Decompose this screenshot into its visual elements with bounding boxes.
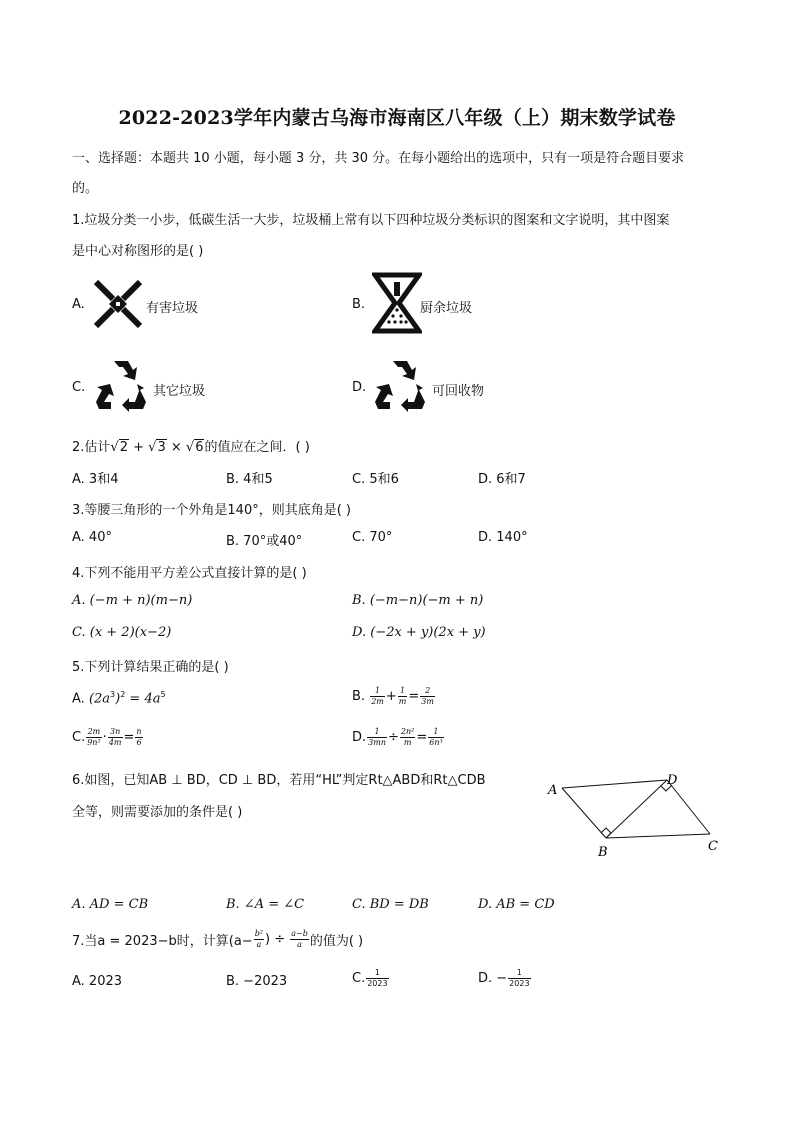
q5-a-base: (2a bbox=[88, 691, 111, 707]
q5-d-div: ÷ bbox=[387, 730, 399, 745]
point-label-b: B bbox=[598, 845, 608, 860]
q5-d-frac3: $\frac{1}{\text{6n³}}$ bbox=[429, 727, 443, 747]
point-label-d: D bbox=[667, 773, 678, 788]
recycle-arrows-icon bbox=[92, 358, 150, 416]
q1-option-a-letter[interactable]: A. bbox=[72, 297, 85, 312]
q2-stem-post: 的值应在之间．( ) bbox=[204, 440, 310, 455]
q7-option-c-letter: C. bbox=[352, 971, 366, 986]
q7-stem-post: 的值为( ) bbox=[309, 934, 364, 949]
q1-stem-line1: 1.垃圾分类一小步，低碳生活一大步，垃圾桶上常有以下四种垃圾分类标识的图案和文字说明，其中图案 bbox=[72, 213, 670, 228]
q2-times: × bbox=[166, 440, 186, 455]
harmful-waste-icon bbox=[92, 278, 144, 330]
q7-stem-mid: ) ÷ bbox=[265, 932, 290, 947]
q5-c-eq: = bbox=[123, 730, 135, 745]
q4-option-d[interactable]: D. (−2x + y)(2x + y) bbox=[352, 625, 486, 640]
section-instructions-line1: 一、选择题：本题共 10 小题，每小题 3 分，共 30 分。在每小题给出的选项中，只有一项是符合题目要求 bbox=[72, 151, 685, 166]
q6-option-c[interactable]: C. BD = DB bbox=[352, 897, 429, 912]
q5-a-eq: = 4a bbox=[125, 691, 161, 707]
q1-option-b-letter[interactable]: B. bbox=[352, 297, 366, 312]
kitchen-waste-icon bbox=[372, 272, 422, 334]
q1-option-b-label: 厨余垃圾 bbox=[420, 301, 473, 316]
q5-stem: 5.下列计算结果正确的是( ) bbox=[72, 660, 229, 675]
q6-option-a[interactable]: A. AD = CB bbox=[72, 897, 149, 912]
q5-c-frac3: $\frac{n}{6}$ bbox=[136, 727, 142, 747]
q3-option-d[interactable]: D. 140° bbox=[478, 530, 528, 545]
q4-option-a[interactable]: A. (−m + n)(m−n) bbox=[72, 593, 193, 608]
q5-a-mid: ) bbox=[115, 691, 121, 707]
q7-frac1: $\frac{\text{b²}}{a}$ bbox=[254, 929, 264, 949]
q5-b-frac3: $\frac{2}{3m}$ bbox=[421, 686, 434, 706]
q5-option-d[interactable] bbox=[352, 727, 445, 748]
q5-a-exp2: 2 bbox=[120, 690, 126, 699]
q6-stem-line2: 全等，则需要添加的条件是( ) bbox=[72, 805, 243, 820]
q5-b-frac1: $\frac{1}{2m}$ bbox=[371, 686, 384, 706]
section-instructions-line2: 的。 bbox=[72, 181, 99, 196]
q7-option-d[interactable] bbox=[478, 968, 532, 989]
q5-d-eq: = bbox=[416, 730, 428, 745]
q7-option-c-frac: $\frac{1}{2023}$ bbox=[367, 968, 388, 988]
q5-option-d-letter: D. bbox=[352, 730, 367, 745]
recycle-arrows-icon bbox=[371, 358, 429, 416]
q5-b-frac2: $\frac{1}{m}$ bbox=[398, 686, 407, 706]
q7-option-d-letter: D. − bbox=[478, 971, 508, 986]
q2-stem-pre: 2.估计 bbox=[72, 440, 111, 455]
q3-option-a[interactable]: A. 40° bbox=[72, 530, 112, 545]
q7-stem bbox=[72, 929, 363, 950]
q1-option-d-letter[interactable]: D. bbox=[352, 380, 367, 395]
point-label-c: C bbox=[708, 839, 718, 854]
q4-option-b[interactable]: B. (−m−n)(−m + n) bbox=[352, 593, 484, 608]
q3-option-b[interactable]: B. 70°或40° bbox=[226, 534, 303, 549]
q5-option-b-letter: B. bbox=[352, 689, 366, 704]
q6-stem-line1: 6.如图，已知AB ⊥ BD，CD ⊥ BD，若用“HL”判定Rt△ABD和Rt△CDB bbox=[72, 773, 486, 788]
q7-option-b[interactable]: B. −2023 bbox=[226, 974, 288, 989]
q4-stem: 4.下列不能用平方差公式直接计算的是( ) bbox=[72, 566, 307, 581]
q5-a-exp1: 3 bbox=[110, 690, 116, 699]
q5-option-b[interactable] bbox=[352, 686, 436, 707]
q2-stem: 2.估计√2 + √3 × √6的值应在之间．( ) bbox=[72, 440, 310, 455]
q1-stem-line2: 是中心对称图形的是( ) bbox=[72, 244, 204, 259]
point-label-a: A bbox=[548, 783, 558, 798]
q3-option-c[interactable]: C. 70° bbox=[352, 530, 393, 545]
q5-option-c-letter: C. bbox=[72, 730, 86, 745]
q4-option-c[interactable]: C. (x + 2)(x−2) bbox=[72, 625, 172, 640]
q5-b-plus: + bbox=[385, 689, 397, 704]
q2-radicand-3: 6 bbox=[195, 440, 204, 455]
q5-d-frac1: $\frac{1}{3mn}$ bbox=[368, 727, 386, 747]
q1-option-d-label: 可回收物 bbox=[432, 384, 485, 399]
q2-plus: + bbox=[128, 440, 149, 455]
q5-d-frac2: $\frac{\text{2n²}}{m}$ bbox=[400, 727, 415, 747]
q2-option-b[interactable]: B. 4和5 bbox=[226, 472, 273, 487]
q7-option-d-frac: $\frac{1}{2023}$ bbox=[509, 968, 530, 988]
q2-option-d[interactable]: D. 6和7 bbox=[478, 472, 526, 487]
q7-option-a[interactable]: A. 2023 bbox=[72, 974, 123, 989]
q6-geometry-diagram bbox=[540, 766, 730, 862]
page-title: 2022-2023学年内蒙古乌海市海南区八年级（上）期末数学试卷 bbox=[118, 107, 676, 129]
q1-option-c-letter[interactable]: C. bbox=[72, 380, 86, 395]
q5-option-a[interactable] bbox=[72, 690, 166, 706]
q2-option-a[interactable]: A. 3和4 bbox=[72, 472, 119, 487]
q5-b-eq: = bbox=[408, 689, 420, 704]
q5-c-dot: · bbox=[102, 730, 107, 745]
q5-option-c[interactable] bbox=[72, 727, 144, 748]
q2-option-c[interactable]: C. 5和6 bbox=[352, 472, 399, 487]
q5-c-frac1: $\frac{2m}{\text{9n²}}$ bbox=[87, 727, 101, 747]
q5-a-exp3: 5 bbox=[160, 690, 166, 699]
q6-option-b[interactable]: B. ∠A = ∠C bbox=[226, 897, 305, 912]
q7-option-c[interactable] bbox=[352, 968, 390, 989]
q1-option-a-label: 有害垃圾 bbox=[146, 301, 199, 316]
q2-radicand-1: 2 bbox=[119, 440, 128, 455]
q7-stem-pre: 7.当a = 2023−b时，计算(a− bbox=[72, 934, 253, 949]
q5-option-a-letter: A. bbox=[72, 691, 85, 707]
q5-c-frac2: $\frac{3n}{4m}$ bbox=[108, 727, 122, 747]
q1-option-c-label: 其它垃圾 bbox=[153, 384, 206, 399]
q6-option-d[interactable]: D. AB = CD bbox=[478, 897, 555, 912]
q3-stem: 3.等腰三角形的一个外角是140°，则其底角是( ) bbox=[72, 503, 351, 518]
q2-radicand-2: 3 bbox=[157, 440, 166, 455]
q7-frac2: $\frac{a-b}{a}$ bbox=[291, 929, 308, 949]
